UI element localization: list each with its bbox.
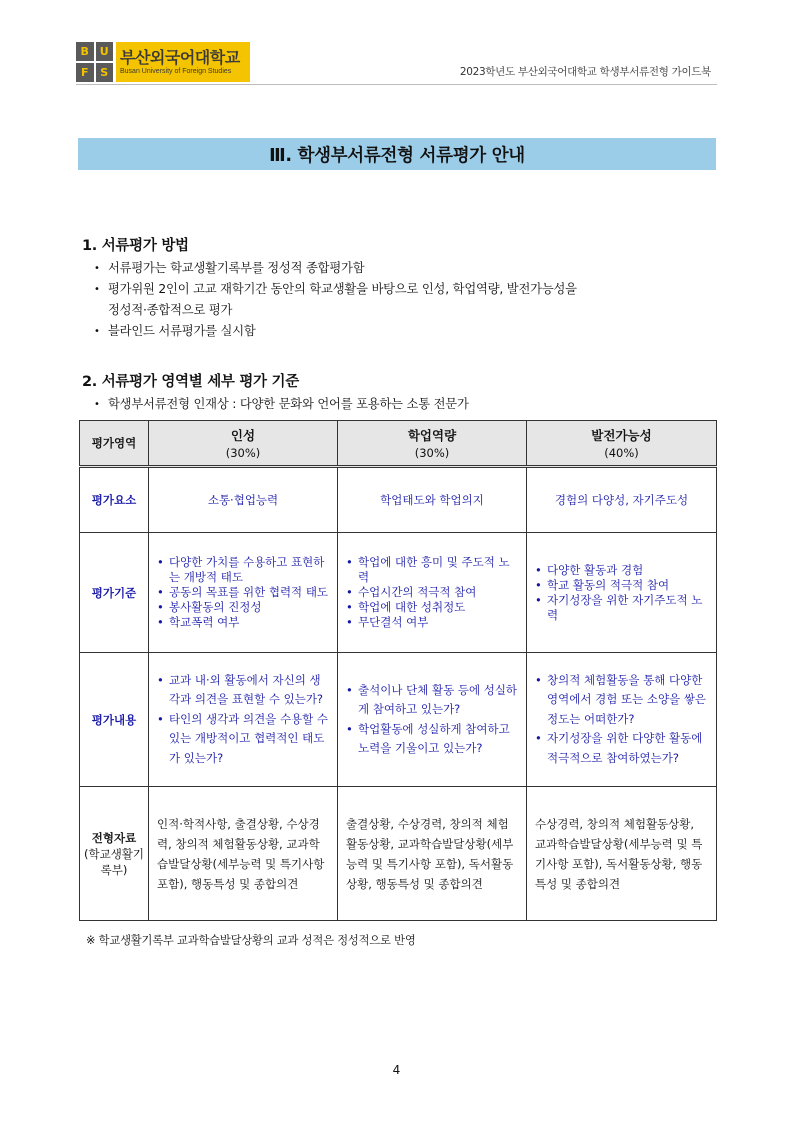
university-logo: [76, 42, 250, 82]
table-cell: 경험의 다양성, 자기주도성: [527, 467, 717, 533]
evaluation-criteria-table: [79, 420, 717, 921]
table-row-elements: [80, 467, 717, 533]
logo-emblem: [76, 42, 113, 82]
list-item: • 봉사활동의 진정성: [157, 600, 331, 615]
row-label: 평가요소: [80, 467, 149, 533]
logo-letter: F: [76, 63, 94, 82]
column-header-potential: 발전가능성 (40%): [527, 421, 717, 467]
list-item: • 다양한 활동과 경험: [535, 563, 710, 578]
list-item: • 서류평가는 학교생활기록부를 정성적 종합평가함: [94, 258, 577, 279]
list-item: • 수업시간의 적극적 참여: [346, 585, 520, 600]
guidebook-header-title: 2023학년도 부산외국어대학교 학생부서류전형 가이드북: [459, 66, 711, 78]
logo-letter: B: [76, 42, 94, 61]
section1-heading: 1. 서류평가 방법: [82, 238, 189, 254]
logo-wordmark: [116, 42, 250, 82]
list-item: • 무단결석 여부: [346, 615, 520, 630]
list-item: • 학생부서류전형 인재상 : 다양한 문화와 언어를 포용하는 소통 전문가: [94, 394, 469, 415]
list-item: • 교과 내·외 활동에서 자신의 생각과 의견을 표현할 수 있는가?: [157, 671, 331, 710]
table-cell: [527, 653, 717, 787]
table-cell: 학업태도와 학업의지: [338, 467, 527, 533]
logo-letter: S: [96, 63, 114, 82]
table-cell: [149, 653, 338, 787]
table-corner-header: 평가영역: [80, 421, 149, 467]
column-header-academic: 학업역량 (30%): [338, 421, 527, 467]
table-cell: [149, 533, 338, 653]
list-item: • 자기성장을 위한 자기주도적 노력: [535, 593, 710, 623]
logo-letter: U: [96, 42, 114, 61]
list-item-text: 평가위원 2인이 고교 재학기간 동안의 학교생활을 바탕으로 인성, 학업역량, 발전가능성을: [108, 282, 577, 296]
list-item: • 학교 활동의 적극적 참여: [535, 578, 710, 593]
section2-bullet-list: [94, 394, 469, 415]
table-cell: [527, 533, 717, 653]
row-label: 평가내용: [80, 653, 149, 787]
table-row-content: [80, 653, 717, 787]
table-cell: 인적·학적사항, 출결상황, 수상경력, 창의적 체험활동상황, 교과학습발달상황(세부능력 및 특기사항 포함), 행동특성 및 종합의견: [149, 787, 338, 921]
table-row-materials: [80, 787, 717, 921]
list-item: • 학업에 대한 흥미 및 주도적 노력: [346, 555, 520, 585]
table-cell: [338, 653, 527, 787]
list-item: • 학업에 대한 성취정도: [346, 600, 520, 615]
list-item: • 자기성장을 위한 다양한 활동에 적극적으로 참여하였는가?: [535, 729, 710, 768]
row-label-main: 전형자료: [91, 830, 137, 845]
table-row-criteria: [80, 533, 717, 653]
table-footnote: ※ 학교생활기록부 교과학습발달상황의 교과 성적은 정성적으로 반영: [86, 934, 416, 947]
table-cell: [338, 533, 527, 653]
list-item: • 공동의 목표를 위한 협력적 태도: [157, 585, 331, 600]
list-item: • 학교폭력 여부: [157, 615, 331, 630]
list-item: • 블라인드 서류평가를 실시함: [94, 321, 577, 342]
row-label: [80, 787, 149, 921]
list-item: • 출석이나 단체 활동 등에 성실하게 참여하고 있는가?: [346, 681, 520, 720]
page-number: 4: [392, 1063, 401, 1077]
row-label-sub: (학교생활기록부): [83, 846, 145, 877]
table-cell: 수상경력, 창의적 체험활동상황, 교과학습발달상황(세부능력 및 특기사항 포함), 독서활동상황, 행동특성 및 종합의견: [527, 787, 717, 921]
row-label: 평가기준: [80, 533, 149, 653]
header-divider: [76, 84, 717, 85]
table-cell: 소통·협업능력: [149, 467, 338, 533]
table-cell: 출결상황, 수상경력, 창의적 체험활동상황, 교과학습발달상황(세부능력 및 특기사항 포함), 독서활동상황, 행동특성 및 종합의견: [338, 787, 527, 921]
logo-english-name: Busan University of Foreign Studies: [120, 67, 232, 75]
chapter-title: Ⅲ. 학생부서류전형 서류평가 안내: [78, 138, 716, 170]
list-item: • 창의적 체험활동을 통해 다양한 영역에서 경험 또는 소양을 쌓은 정도는 어떠한가?: [535, 671, 710, 730]
list-item: • 타인의 생각과 의견을 수용할 수 있는 개방적이고 협력적인 태도가 있는가?: [157, 710, 331, 769]
section2-heading: 2. 서류평가 영역별 세부 평가 기준: [82, 374, 299, 390]
list-item: • 학업활동에 성실하게 참여하고 노력을 기울이고 있는가?: [346, 720, 520, 759]
column-header-character: 인성 (30%): [149, 421, 338, 467]
logo-korean-name: 부산외국어대학교: [120, 47, 240, 67]
list-item: [94, 279, 577, 300]
list-item-continuation: 정성적·종합적으로 평가: [108, 303, 233, 317]
section1-bullet-list: [94, 258, 577, 342]
list-item: • 다양한 가치를 수용하고 표현하는 개방적 태도: [157, 555, 331, 585]
